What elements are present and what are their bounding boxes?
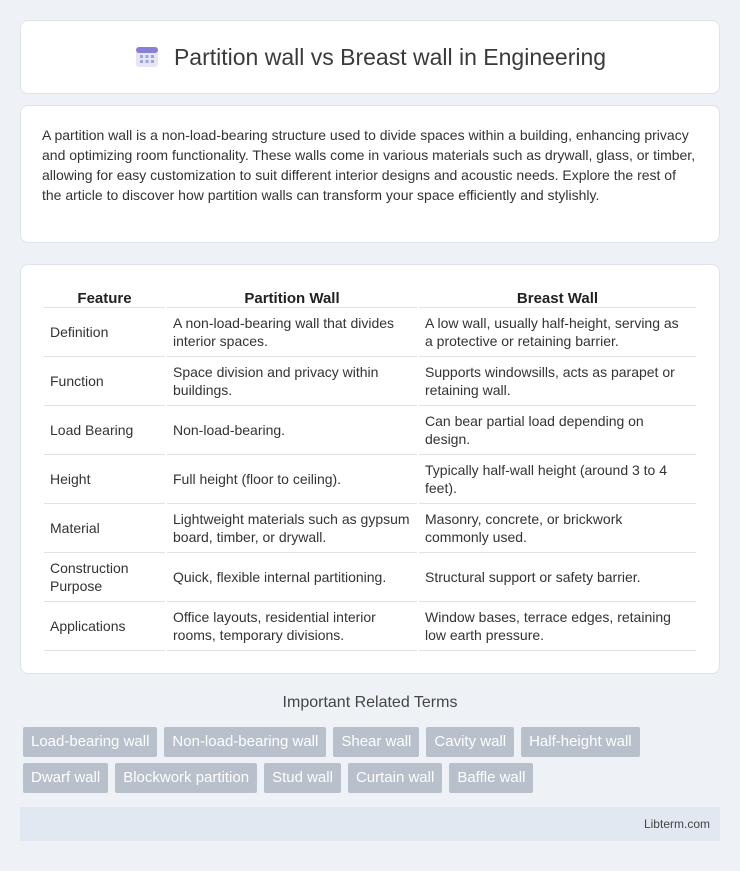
table-row: [44, 553, 696, 602]
partition-cell: Full height (floor to ceiling).: [167, 455, 417, 504]
partition-cell: Lightweight materials such as gypsum board, timber, or drywall.: [167, 504, 417, 553]
tag-load-bearing-wall[interactable]: Load-bearing wall: [23, 727, 157, 757]
feature-cell: Material: [44, 504, 165, 553]
table-row: [44, 406, 696, 455]
comparison-table: [42, 285, 698, 651]
breast-cell: Supports windowsills, acts as parapet or retaining wall.: [419, 357, 696, 406]
feature-cell: Height: [44, 455, 165, 504]
related-terms-tags: [23, 727, 723, 799]
breast-cell: Typically half-wall height (around 3 to 4 feet).: [419, 455, 696, 504]
table-header-row: [44, 285, 696, 308]
feature-cell: Function: [44, 357, 165, 406]
partition-cell: Space division and privacy within buildings.: [167, 357, 417, 406]
tag-stud-wall[interactable]: Stud wall: [264, 763, 341, 793]
header-breast-wall: Breast Wall: [419, 285, 696, 308]
table-row: [44, 455, 696, 504]
partition-cell: Quick, flexible internal partitioning.: [167, 553, 417, 602]
tag-cavity-wall[interactable]: Cavity wall: [426, 727, 514, 757]
intro-text: A partition wall is a non-load-bearing structure used to divide spaces within a building, enhancing privacy and optimizing room functionality. These walls come in various materials such as drywall, glass, or timber, allowing for easy customization to suit different interior designs and acoustic needs. Explore the rest of the article to discover how partition walls can transform your space efficiently and stylishly.: [42, 127, 696, 203]
table-row: [44, 308, 696, 357]
table-row: [44, 357, 696, 406]
tag-dwarf-wall[interactable]: Dwarf wall: [23, 763, 108, 793]
footer-site-link[interactable]: Libterm.com: [643, 817, 710, 831]
tag-curtain-wall[interactable]: Curtain wall: [348, 763, 442, 793]
partition-cell: Office layouts, residential interior rooms, temporary divisions.: [167, 602, 417, 651]
table-row: [44, 602, 696, 651]
footer: [20, 807, 720, 841]
breast-cell: Structural support or safety barrier.: [419, 553, 696, 602]
partition-cell: Non-load-bearing.: [167, 406, 417, 455]
comparison-table-card: [20, 264, 720, 674]
header-feature: Feature: [44, 285, 165, 308]
feature-cell: Definition: [44, 308, 165, 357]
feature-cell: Applications: [44, 602, 165, 651]
page-title: Partition wall vs Breast wall in Engineering: [173, 43, 607, 70]
partition-cell: A non-load-bearing wall that divides interior spaces.: [167, 308, 417, 357]
calendar-icon: [134, 44, 160, 70]
breast-cell: Window bases, terrace edges, retaining low earth pressure.: [419, 602, 696, 651]
feature-cell: Construction Purpose: [44, 553, 165, 602]
breast-cell: Can bear partial load depending on design.: [419, 406, 696, 455]
table-row: [44, 504, 696, 553]
tag-shear-wall[interactable]: Shear wall: [333, 727, 419, 757]
title-card: [20, 20, 720, 94]
header-partition-wall: Partition Wall: [167, 285, 417, 308]
tag-non-load-bearing-wall[interactable]: Non-load-bearing wall: [164, 727, 326, 757]
breast-cell: Masonry, concrete, or brickwork commonly used.: [419, 504, 696, 553]
tag-blockwork-partition[interactable]: Blockwork partition: [115, 763, 257, 793]
feature-cell: Load Bearing: [44, 406, 165, 455]
tag-baffle-wall[interactable]: Baffle wall: [449, 763, 533, 793]
tag-half-height-wall[interactable]: Half-height wall: [521, 727, 640, 757]
breast-cell: A low wall, usually half-height, serving as a protective or retaining barrier.: [419, 308, 696, 357]
related-terms-title: Important Related Terms: [282, 694, 458, 711]
intro-card: [20, 105, 720, 243]
